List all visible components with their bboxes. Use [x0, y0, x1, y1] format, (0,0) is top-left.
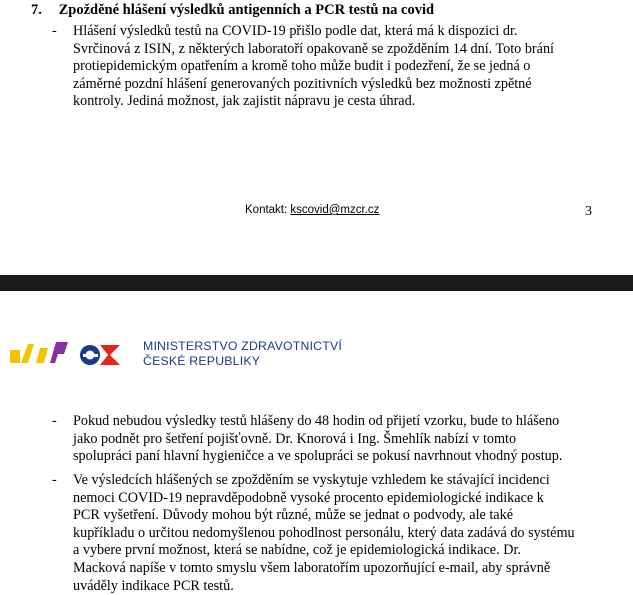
text-line: spolupráci paní hlavní hygieničce a ve spolupráci se pokusí navrhnout vhodný postup.: [73, 448, 563, 465]
bullet-dash: -: [52, 413, 57, 429]
contact-label: Kontakt:: [245, 204, 288, 216]
contact-email-link[interactable]: kscovid@mzcr.cz: [290, 204, 380, 216]
text-line: protiepidemickým opatřením a kromě toho může budit i podezření, že se jedná o: [73, 58, 531, 75]
section-number: 7.: [31, 2, 42, 18]
text-line: Ve výsledcích hlášených se zpožděním se vyskytuje vzhledem ke stávající incidenci: [73, 472, 550, 488]
bullet-dash: -: [52, 23, 57, 39]
text-line: PCR vyšetření. Důvody mohou být různé, může se jednat o podvody, ale také: [73, 507, 513, 524]
section-heading: [31, 2, 434, 19]
page-number: 3: [585, 204, 592, 219]
text-line: nemoci COVID-19 nepravděpodobně vysoké procento epidemiologické indikace k: [73, 489, 544, 506]
text-line: jako podnět pro šetření pojišťovně. Dr. Knorová i Ing. Šmehlík nabízí v tomto: [73, 430, 517, 447]
text-line: Pokud nebudou výsledky testů hlášeny do 48 hodin od přijetí vzorku, bude to hlášeno: [73, 413, 560, 429]
bullet-dash: -: [52, 472, 57, 488]
paragraph: [73, 413, 597, 466]
text-line: Svrčinová z ISIN, z některých laboratoří opakovaně se zpožděním 14 dní. Toto brání: [73, 40, 554, 57]
text-line: a vybere první možnost, která se nabídne, což je epidemiologická indikace. Dr.: [73, 542, 521, 559]
paragraph: [73, 23, 597, 111]
text-line: uváděly indikace PCR testů.: [73, 577, 234, 594]
ministry-name-line2: ČESKÉ REPUBLIKY: [143, 354, 261, 368]
section-title: Zpožděné hlášení výsledků antigenních a PCR testů na covid: [58, 2, 435, 18]
text-line: Macková napíše v tomto smyslu všem laboratořím upozorňující e-mail, aby správně: [73, 559, 551, 576]
ministry-name-line1: MINISTERSTVO ZDRAVOTNICTVÍ: [143, 339, 342, 353]
paragraph: [73, 472, 597, 595]
text-line: Hlášení výsledků testů na COVID-19 přišlo podle dat, která má k dispozici dr.: [73, 23, 518, 39]
text-line: kupříkladu o určitou nedomyšlenou pohodlnost personálu, který data zadává do systému: [73, 524, 575, 541]
text-line: kontroly. Jediná možnost, jak zajistit nápravu je cesta úhrad.: [73, 93, 416, 110]
text-line: záměrné pozdní hlášení generovaných pozitivních výsledků bez možnosti zpětné: [73, 75, 532, 92]
ministry-logo: [10, 338, 130, 368]
page-break: [0, 275, 633, 291]
footer-contact: [245, 204, 379, 216]
